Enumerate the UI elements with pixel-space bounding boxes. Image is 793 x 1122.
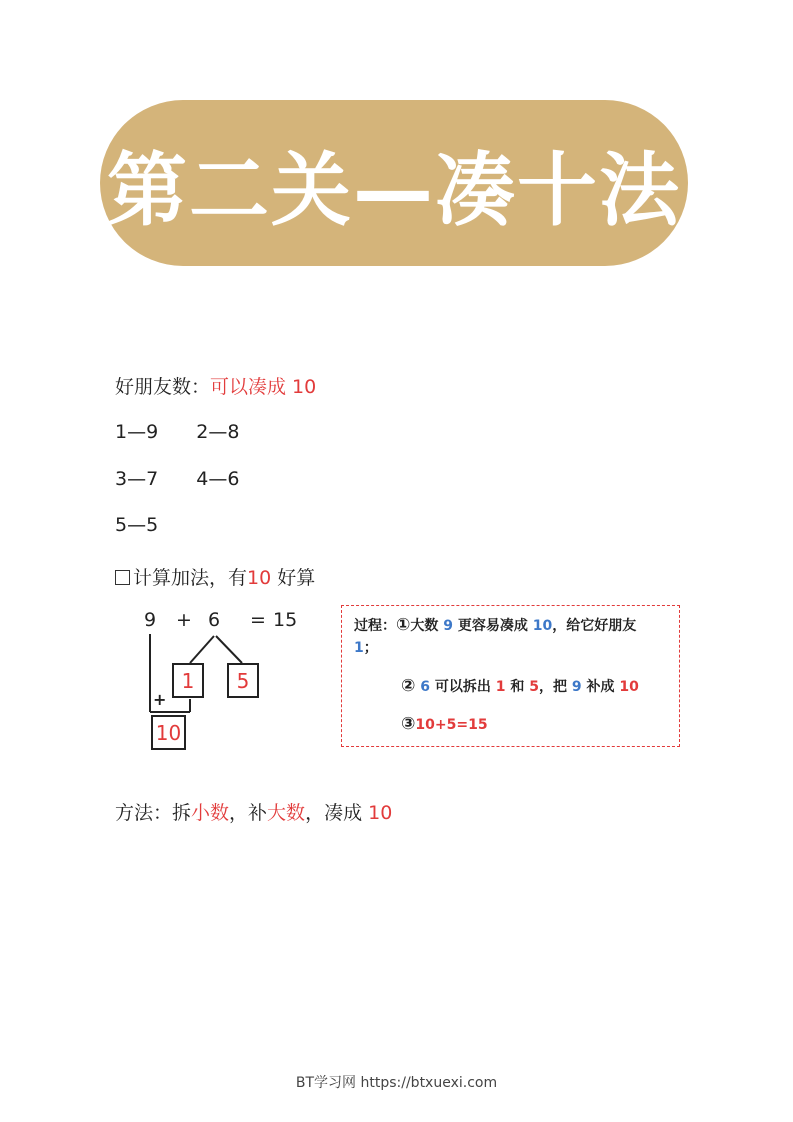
step-text: 大数 xyxy=(410,618,444,634)
step-text: ，把 xyxy=(539,679,572,695)
diagram-equals: = xyxy=(250,609,266,631)
tip-tail: 好算 xyxy=(271,567,316,589)
process-step-3 xyxy=(401,714,488,734)
step-text: ，给它好朋友 xyxy=(552,618,637,634)
ten-box: 10 xyxy=(151,715,186,750)
step-text: 和 xyxy=(505,679,530,695)
diagram-n1: 9 xyxy=(144,609,157,631)
process-step-1-cont xyxy=(354,637,378,657)
diagram-n2: 6 xyxy=(208,609,221,631)
step-number: ② xyxy=(401,676,416,696)
footer-watermark: BT学习网 https://btxuexi.com xyxy=(295,1075,498,1091)
process-step-1 xyxy=(354,615,636,635)
diagram-result: 15 xyxy=(273,609,298,631)
tip-highlight: 10 xyxy=(247,567,272,589)
method-text: ，补 xyxy=(229,802,268,824)
step-text: 更容易凑成 xyxy=(453,618,533,634)
method-line xyxy=(115,798,392,825)
step-text: 10+5=15 xyxy=(415,717,488,733)
step-text: 10 xyxy=(532,618,553,634)
step-text: 1 xyxy=(495,679,506,695)
step-text: 可以拆出 xyxy=(430,679,496,695)
friend-numbers-highlight: 可以凑成 10 xyxy=(210,376,317,398)
pair: 2—8 xyxy=(196,421,240,443)
method-text: 小数 xyxy=(191,802,230,824)
process-step-2 xyxy=(401,676,639,696)
step-text: 6 xyxy=(420,679,431,695)
friend-numbers-label: 好朋友数： xyxy=(115,376,211,398)
step-text: 9 xyxy=(571,679,582,695)
step-text: 补成 xyxy=(581,679,620,695)
tip-text: 计算加法，有 xyxy=(133,567,248,589)
pair: 1—9 xyxy=(115,421,159,443)
page-title: 第二关—凑十法 xyxy=(107,143,681,237)
process-box xyxy=(341,605,680,747)
method-label: 方法：拆 xyxy=(115,802,192,824)
pair: 5—5 xyxy=(115,514,159,536)
step-number: ③ xyxy=(401,714,416,734)
split-box-b: 5 xyxy=(227,663,259,698)
process-label: 过程： xyxy=(354,618,396,634)
step-text: ； xyxy=(363,640,378,656)
method-text: 10 xyxy=(368,802,393,824)
split-box-a: 1 xyxy=(172,663,204,698)
step-text: 10 xyxy=(619,679,639,695)
step-number: ① xyxy=(396,615,411,635)
diagram-plus: + xyxy=(176,609,192,631)
step-text: 1 xyxy=(354,640,364,656)
step-text: 9 xyxy=(443,618,454,634)
pair: 4—6 xyxy=(196,468,240,490)
pair: 3—7 xyxy=(115,468,159,490)
method-text: 大数 xyxy=(267,802,306,824)
method-text: ，凑成 xyxy=(305,802,369,824)
sum-sign: + xyxy=(153,690,167,709)
step-text: 5 xyxy=(529,679,540,695)
